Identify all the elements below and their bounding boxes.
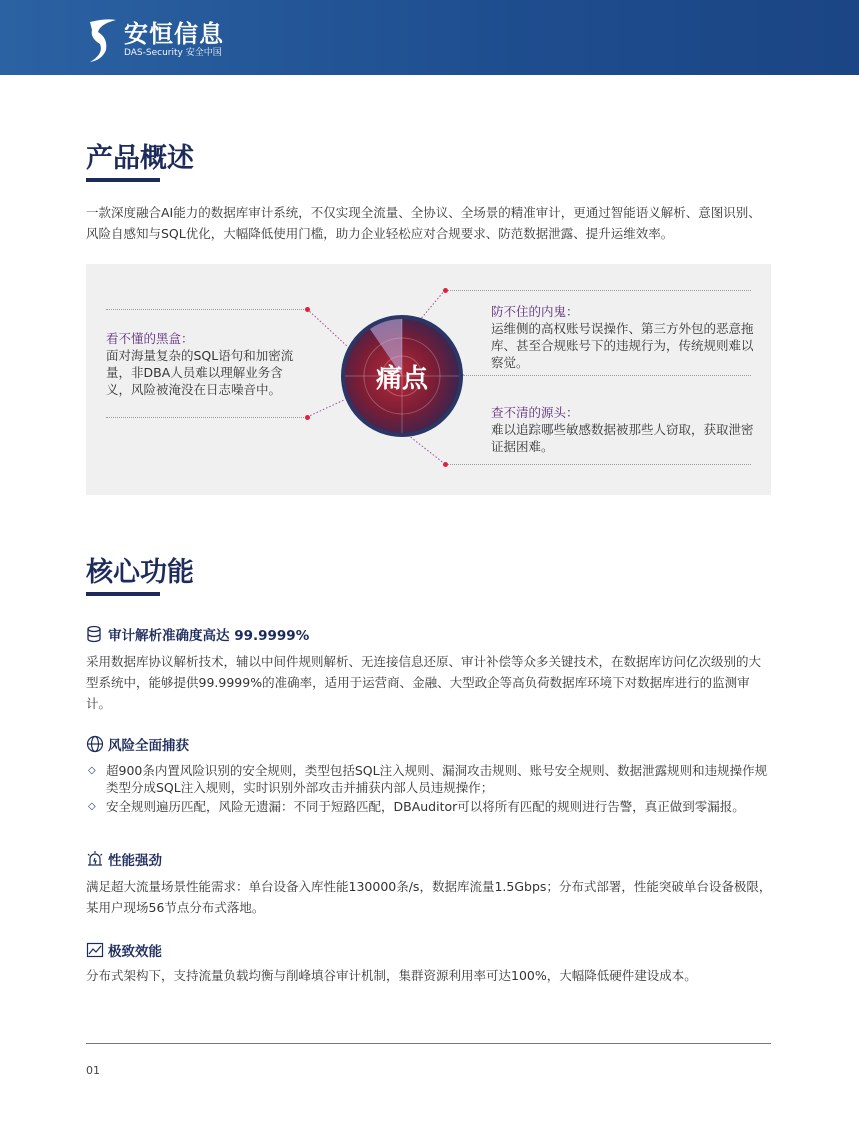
bullet-item: ◇ 安全规则遍历匹配，风险无遗漏：不同于短路匹配，DBAuditor可以将所有匹配的规则进行告警，真正做到零漏报。	[86, 798, 772, 815]
company-logo	[86, 16, 224, 64]
feature-title-accuracy: 审计解析准确度高达 99.9999%	[86, 624, 309, 644]
overview-text: 一款深度融合AI能力的数据库审计系统，不仅实现全流量、全协议、全场景的精准审计，更通过智能语义解析、意图识别、风险自感知与SQL优化，大幅降低使用门槛，助力企业轻松应对合规要求、防范数据泄露、提升运维效率。	[86, 205, 761, 241]
pain-text: 面对海量复杂的SQL语句和加密流量，非DBA人员难以理解业务含义，风险被淹没在日志噪音中。	[106, 348, 294, 397]
globe-icon	[86, 735, 104, 753]
feature-title-efficiency: 极致效能	[86, 940, 162, 960]
logo-swirl-icon	[86, 16, 120, 64]
section-title-core: 核心功能	[86, 557, 194, 588]
feature-text-efficiency: 分布式架构下，支持流量负载均衡与削峰填谷审计机制，集群资源利用率可达100%，大幅降低硬件建设成本。	[86, 968, 697, 983]
feature-title-risk: 风险全面捕获	[86, 734, 189, 754]
alarm-icon	[86, 850, 104, 868]
header-banner	[0, 0, 859, 75]
chart-icon	[86, 941, 104, 959]
pain-title: 看不懂的黑盒：	[106, 331, 194, 346]
pain-center-label: 痛点	[375, 363, 428, 394]
logo-tag: 安全中国	[185, 48, 222, 58]
pain-text: 难以追踪哪些敏感数据被那些人窃取，获取泄密证据困难。	[491, 422, 754, 454]
title-underline	[86, 178, 160, 182]
pain-title: 查不清的源头：	[491, 405, 579, 420]
pain-text: 运维侧的高权账号误操作、第三方外包的恶意拖库、甚至合规账号下的违规行为，传统规则难以察觉。	[491, 321, 754, 370]
section-title-overview: 产品概述	[86, 143, 194, 174]
pain-point-blackbox	[106, 330, 306, 398]
page-number: 01	[86, 1064, 100, 1077]
pain-points-panel	[86, 264, 771, 495]
pain-radar	[341, 315, 463, 437]
logo-text: 安恒信息	[124, 20, 224, 48]
pain-title: 防不住的内鬼：	[491, 304, 579, 319]
feature-title-performance: 性能强劲	[86, 849, 162, 869]
feature-bullets-risk	[86, 762, 772, 817]
pain-point-source	[491, 404, 761, 455]
title-underline	[86, 592, 160, 596]
feature-text-performance: 满足超大流量场景性能需求：单台设备入库性能130000条/s，数据库流量1.5Gbps；分布式部署，性能突破单台设备极限，某用户现场56节点分布式落地。	[86, 879, 772, 915]
footer-divider	[86, 1043, 771, 1044]
feature-text-accuracy: 采用数据库协议解析技术，辅以中间件规则解析、无连接信息还原、审计补偿等众多关键技术，在数据库访问亿次级别的大型系统中，能够提供99.9999%的准确率，适用于运营商、金融、大型政企等高负荷数据库环境下对数据库进行的监测审计。	[86, 654, 762, 711]
logo-en: DAS-Security	[124, 48, 183, 58]
bullet-item: ◇ 超900条内置风险识别的安全规则，类型包括SQL注入规则、漏洞攻击规则、账号安全规则、数据泄露规则和违规操作规类型分成SQL注入规则，实时识别外部攻击并捕获内部人员违规操作；	[86, 762, 772, 796]
database-icon	[86, 625, 104, 643]
pain-point-insider	[491, 303, 761, 371]
